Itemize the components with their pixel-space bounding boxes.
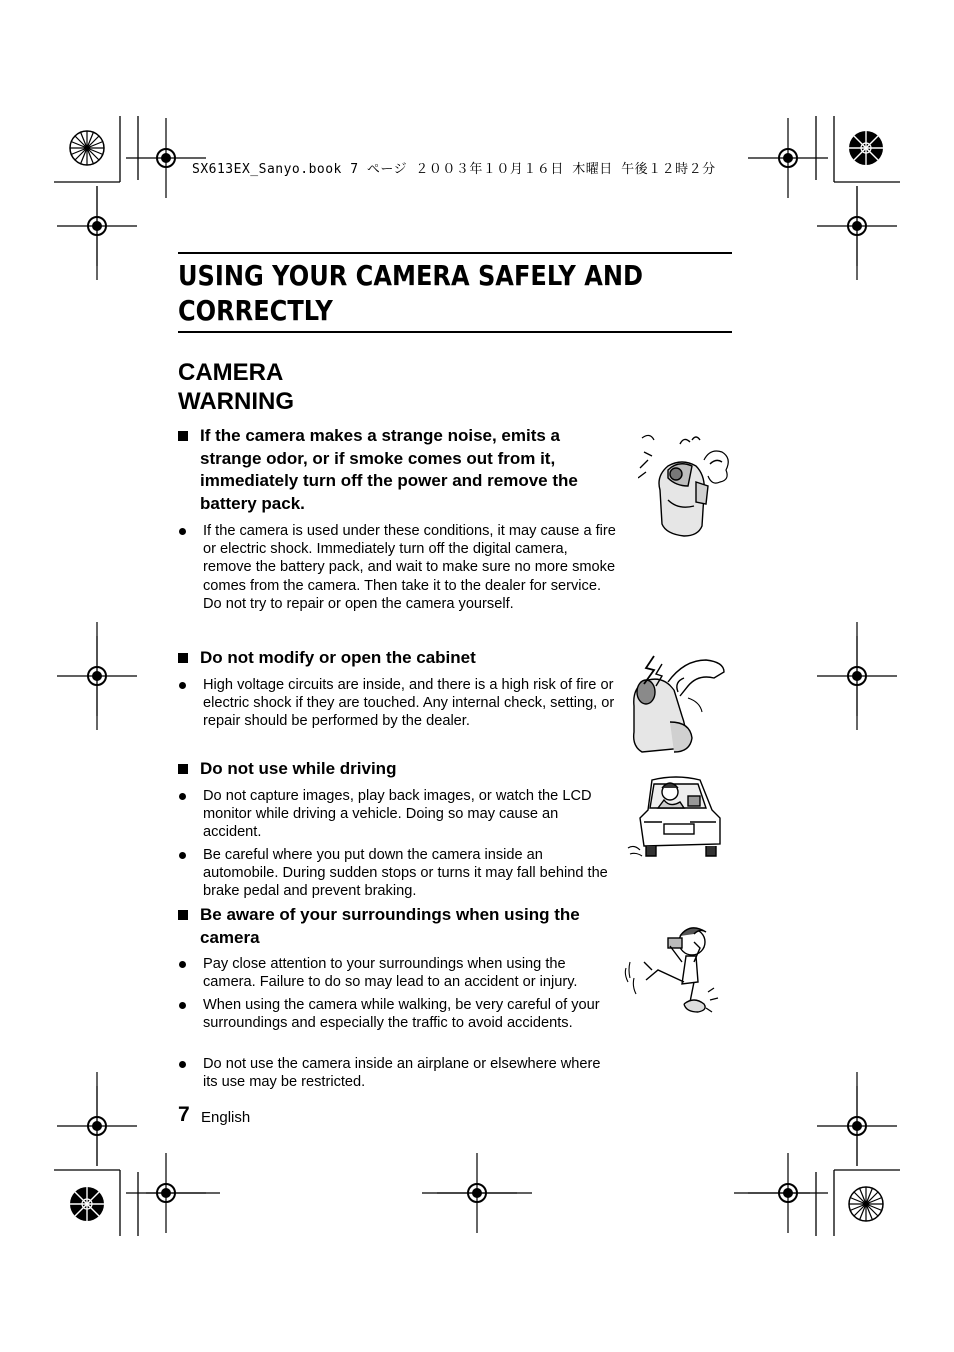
- bullet-dot-icon: [179, 1061, 186, 1068]
- bullet-dot-icon: [179, 793, 186, 800]
- bullet-dot-icon: [179, 852, 186, 859]
- print-header-line: SX613EX_Sanyo.book 7 ページ ２００３年１０月１６日 木曜日 午後１２時２分: [192, 162, 716, 177]
- list-item: [178, 787, 618, 842]
- bullet-dot-icon: [179, 1002, 186, 1009]
- title-rule-top: [178, 252, 732, 254]
- list-item-text: Be careful where you put down the camera inside an automobile. During sudden stops or turns it may fall behind the brake pedal and prevent braking.: [203, 847, 608, 900]
- warning-heading-text: Be aware of your surroundings when using the camera: [200, 905, 580, 947]
- bullet-dot-icon: [179, 961, 186, 968]
- walking-user-illustration: [624, 922, 720, 1018]
- warning-heading-text: Do not modify or open the cabinet: [200, 648, 476, 667]
- warning-heading-text: Do not use while driving: [200, 759, 397, 778]
- section-title: [178, 358, 328, 416]
- bullet-dot-icon: [179, 682, 186, 689]
- square-bullet-icon: [178, 431, 188, 441]
- list-item: [178, 676, 624, 731]
- list-item-text: Do not capture images, play back images, or watch the LCD monitor while driving a vehicle. Doing so may cause an accident.: [203, 788, 592, 841]
- list-item: [178, 955, 622, 991]
- list-item-text: If the camera is used under these conditions, it may cause a fire or electric shock. Immediately turn off the digital camera, remove the battery pack, and wait to make sure no more smoke comes from the camera. Then take it to the dealer for service. Do not try to repair or open the camera yourself.: [203, 523, 616, 612]
- warning-heading-cabinet: [178, 647, 618, 670]
- warning-heading-text: If the camera makes a strange noise, emits a strange odor, or if smoke comes out from it, immediately turn off the power and remove the battery pack.: [200, 426, 578, 513]
- warning-heading-smoke: [178, 425, 618, 515]
- bullet-dot-icon: [179, 528, 186, 535]
- list-item: [178, 846, 618, 901]
- warning-heading-driving: [178, 758, 618, 781]
- smoking-camera-illustration: [638, 430, 734, 540]
- electric-shock-camera-illustration: [628, 652, 728, 756]
- section-title-text: CAMERA WARNING: [178, 359, 294, 415]
- square-bullet-icon: [178, 910, 188, 920]
- list-item: [178, 522, 618, 613]
- list-item-text: Do not use the camera inside an airplane or elsewhere where its use may be restricted.: [203, 1056, 601, 1091]
- list-item-text: When using the camera while walking, be very careful of your surroundings and especially the traffic to avoid accidents.: [203, 997, 600, 1032]
- page-language: English: [201, 1109, 251, 1126]
- list-item: [178, 996, 618, 1032]
- list-item-text: Pay close attention to your surroundings when using the camera. Failure to do so may lead to an accident or injury.: [203, 956, 578, 991]
- car-driver-illustration: [626, 774, 726, 862]
- warning-heading-surroundings: [178, 904, 618, 949]
- page-title: USING YOUR CAMERA SAFELY AND CORRECTLY: [178, 259, 644, 327]
- page-number: 7: [178, 1103, 190, 1126]
- square-bullet-icon: [178, 653, 188, 663]
- list-item-text: High voltage circuits are inside, and there is a high risk of fire or electric shock if they are touched. Any internal check, setting, or repair should be performed by the dealer.: [203, 677, 615, 730]
- title-rule-bottom: [178, 331, 732, 333]
- list-item: [178, 1055, 618, 1091]
- square-bullet-icon: [178, 764, 188, 774]
